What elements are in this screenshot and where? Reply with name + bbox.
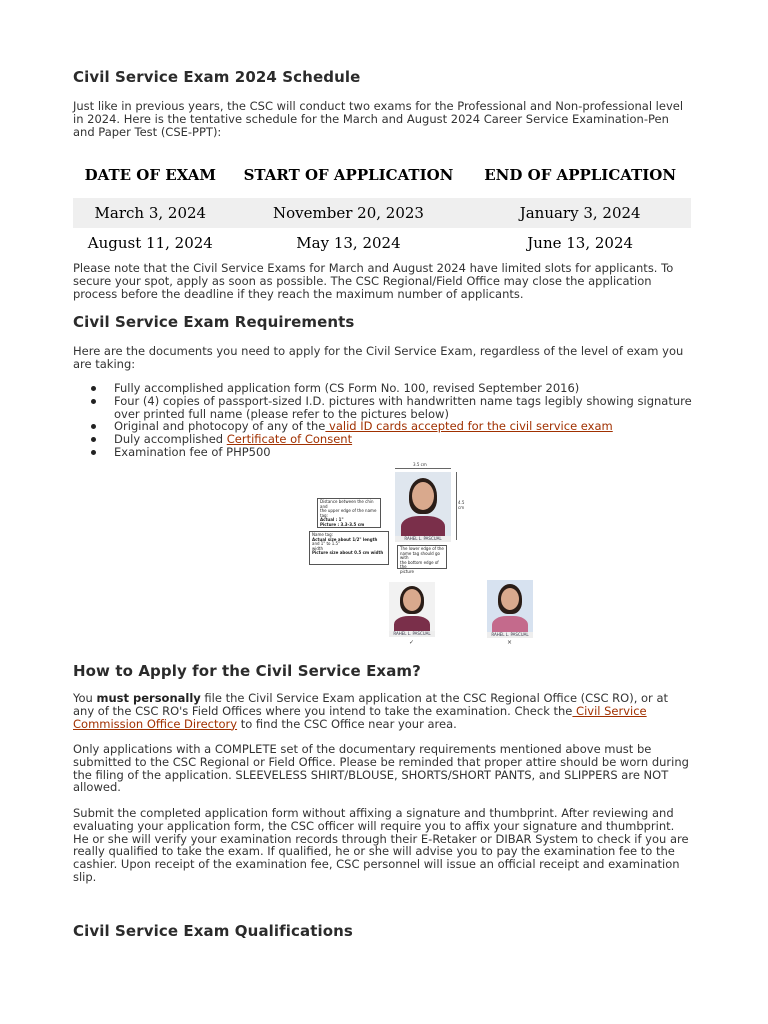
header-end-of-application: END OF APPLICATION	[484, 165, 677, 184]
exam-schedule-table	[73, 152, 691, 258]
name-tag: RAHEL L. PASCUAL	[389, 631, 435, 637]
apply-paragraph-3: Submit the completed application form without affixing a signature and thumbprint. After reviewing and evaluating your application form, the CSC officer will require you to affix your signature and thumbprint. He or she will verify your examination records through their E-Retaker or DIBAR System to check if you are really qualified to take the exam. If qualified, he or she will advise you to pay the examination fee to the cashier. Upon receipt of the examination fee, CSC personnel will issue an official receipt and examination slip.	[73, 806, 689, 884]
limited-slots-note: Please note that the Civil Service Exams for March and August 2024 have limited slots for applicants. To secure your spot, apply as soon as possible. The CSC Regional/Field Office may close the application process before the deadline if they reach the maximum number of applicants.	[73, 261, 674, 301]
certificate-of-consent-link[interactable]: Certificate of Consent	[226, 432, 353, 447]
chin-distance-note: Distance between the chin and the upper edge of the name tag: Actual : 1" Picture : 3.3-3.5 cm	[317, 498, 381, 528]
name-tag-size-note: Name tag: Actual size about 1/2" length and 1" to 1.5" width Picture size about 0.5 cm width	[309, 531, 389, 565]
table-cell: January 3, 2024	[469, 198, 691, 228]
height-dimension-label: 4.5 cm	[458, 500, 465, 510]
list-item: Four (4) copies of passport-sized I.D. pictures with handwritten name tags legibly showing signature over printed full name (please refer to the pictures below)	[114, 395, 704, 421]
table-cell: November 20, 2023	[228, 198, 470, 228]
qualifications-heading: Civil Service Exam Qualifications	[73, 922, 353, 940]
incorrect-mark-icon: ×	[507, 639, 513, 646]
name-tag: RAHEL L. PASCUAL	[487, 632, 533, 638]
valid-id-cards-link[interactable]: valid ID cards accepted for the civil service exam	[325, 419, 613, 434]
list-item: Original and photocopy of any of the valid ID cards accepted for the civil service exam	[114, 420, 704, 433]
id-picture-guide-image	[309, 462, 529, 648]
schedule-heading: Civil Service Exam 2024 Schedule	[73, 68, 361, 86]
incorrect-photo-example	[487, 580, 533, 638]
name-tag-position-note: The lower edge of the name tag should go with the bottom edge of the picture	[397, 545, 447, 569]
table-header-row	[73, 152, 691, 198]
apply-paragraph-2: Only applications with a COMPLETE set of the documentary requirements mentioned above must be submitted to the CSC Regional or Field Office. Please be reminded that proper attire should be worn during the filing of the application. SLEEVELESS SHIRT/BLOUSE, SHORTS/SHORT PANTS, and SLIPPERS are NOT allowed.	[73, 742, 689, 795]
table-cell: August 11, 2024	[87, 234, 213, 252]
table-cell: May 13, 2024	[296, 234, 401, 252]
table-row	[73, 198, 691, 228]
table-cell: March 3, 2024	[73, 198, 228, 228]
sample-photo-large	[395, 472, 451, 542]
list-item: Fully accomplished application form (CS Form No. 100, revised September 2016)	[114, 382, 704, 395]
csc-office-directory-link[interactable]: Civil Service Commission Office Directory	[73, 703, 647, 731]
how-to-apply-heading: How to Apply for the Civil Service Exam?	[73, 662, 421, 680]
list-item: Duly accomplished Certificate of Consent	[114, 433, 704, 446]
requirements-heading: Civil Service Exam Requirements	[73, 313, 355, 331]
table-cell: June 13, 2024	[527, 234, 634, 252]
width-dimension-label: 3.5 cm	[413, 462, 427, 467]
requirements-intro: Here are the documents you need to apply for the Civil Service Exam, regardless of the level of exam you are taking:	[73, 344, 684, 371]
correct-mark-icon: ✓	[409, 639, 415, 646]
apply-paragraph-1: You must personally file the Civil Service Exam application at the CSC Regional Office (CSC RO), or at any of the CSC RO's Field Offices where you intend to take the examination. Check the Civil Service Commission Office Directory to find the CSC Office near your area.	[73, 691, 668, 731]
schedule-intro: Just like in previous years, the CSC will conduct two exams for the Professional and Non-professional level in 2024. Here is the tentative schedule for the March and August 2024 Career Service Examination-Pen and Paper Test (CSE-PPT):	[73, 99, 684, 139]
header-date-of-exam: DATE OF EXAM	[84, 165, 216, 184]
name-tag: RAHEL L. PASCUAL	[395, 536, 451, 542]
requirements-list	[73, 382, 704, 459]
list-item: Examination fee of PHP500	[114, 446, 704, 459]
width-dimension-line	[395, 468, 451, 469]
table-row	[73, 228, 691, 258]
header-start-of-application: START OF APPLICATION	[243, 165, 454, 184]
correct-photo-example	[389, 582, 435, 637]
height-dimension-line	[456, 472, 457, 540]
